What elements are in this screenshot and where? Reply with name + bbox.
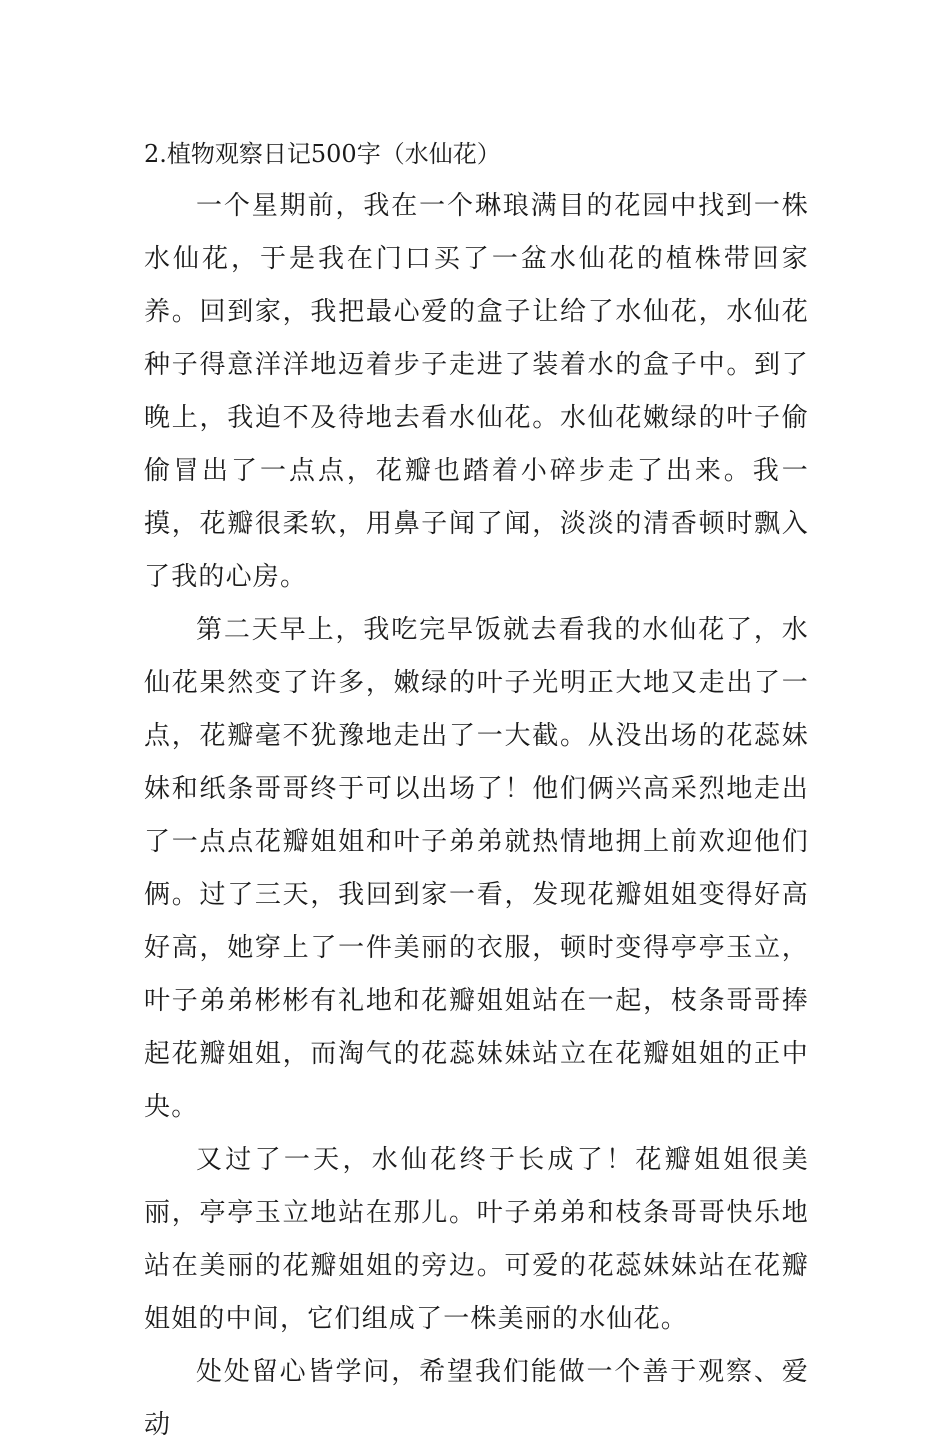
document-title: 2.植物观察日记500字（水仙花）	[144, 140, 501, 168]
paragraph-3: 又过了一天，水仙花终于长成了！花瓣姐姐很美丽，亭亭玉立地站在那儿。叶子弟弟和枝条哥哥快乐地站在美丽的花瓣姐姐的旁边。可爱的花蕊妹妹站在花瓣姐姐的中间，它们组成了一株美丽的水仙花。	[144, 1145, 809, 1334]
paragraph-4: 处处留心皆学问，希望我们能做一个善于观察、爱动	[144, 1357, 809, 1440]
document-body	[144, 128, 809, 1452]
paragraph-1: 一个星期前，我在一个琳琅满目的花园中找到一株水仙花，于是我在门口买了一盆水仙花的植株带回家养。回到家，我把最心爱的盒子让给了水仙花，水仙花种子得意洋洋地迈着步子走进了装着水的盒子中。到了晚上，我迫不及待地去看水仙花。水仙花嫩绿的叶子偷偷冒出了一点点，花瓣也踏着小碎步走了出来。我一摸，花瓣很柔软，用鼻子闻了闻，淡淡的清香顿时飘入了我的心房。	[144, 191, 809, 592]
paragraph-2: 第二天早上，我吃完早饭就去看我的水仙花了，水仙花果然变了许多，嫩绿的叶子光明正大地又走出了一点，花瓣毫不犹豫地走出了一大截。从没出场的花蕊妹妹和纸条哥哥终于可以出场了！他们俩兴高采烈地走出了一点点花瓣姐姐和叶子弟弟就热情地拥上前欢迎他们俩。过了三天，我回到家一看，发现花瓣姐姐变得好高好高，她穿上了一件美丽的衣服，顿时变得亭亭玉立，叶子弟弟彬彬有礼地和花瓣姐姐站在一起，枝条哥哥捧起花瓣姐姐，而淘气的花蕊妹妹站立在花瓣姐姐的正中央。	[144, 615, 809, 1122]
